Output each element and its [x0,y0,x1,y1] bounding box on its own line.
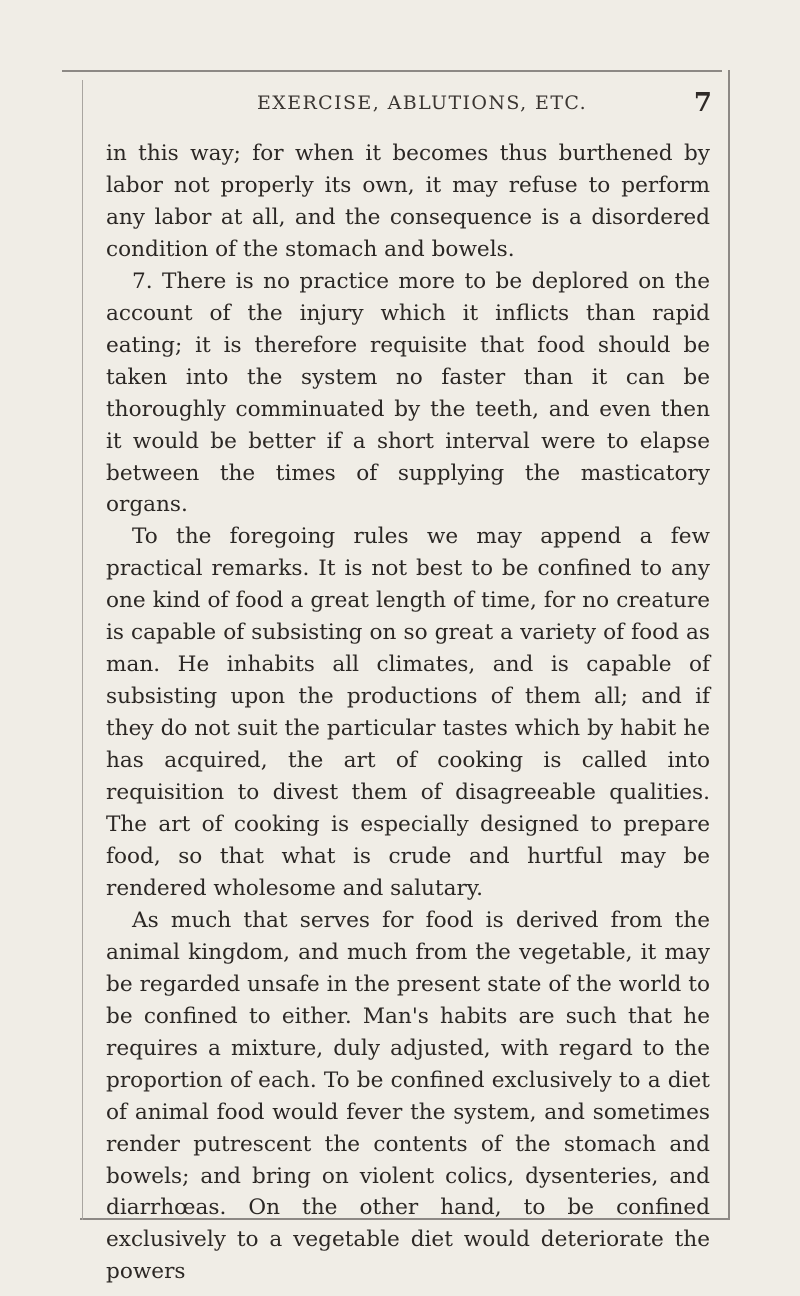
page-border-right [728,70,730,1220]
page-number: 7 [693,88,712,118]
paragraph: 7. There is no practice more to be deplored on the account of the injury which it inflicts than rapid eating; it is therefore requisite that food should be taken into the system no faster than it can be thoroughly comminuated by the teeth, and even then it would be better if a short interval were to elapse between the times of supplying the masticatory organs. [106,268,710,518]
page-border-left [82,80,83,1220]
paragraph: in this way; for when it becomes thus burthened by labor not properly its own, it may refuse to perform any labor at all, and the consequence is a disordered condition of the stomach and bowels. [106,141,710,262]
body-text [106,138,710,1288]
paragraph: As much that serves for food is derived from the animal kingdom, and much from the vegetable, it may be regarded unsafe in the present state of the world to be confined to either. Man's habits are such that he requires a mixture, duly adjusted, with regard to the proportion of each. To be confined exclusively to a diet of animal food would fever the system, and sometimes render putrescent the contents of the stomach and bowels; and bring on violent colics, dysenteries, and diarrhœas. On the other hand, to be confined exclusively to a vegetable diet would deteriorate the powers [106,907,710,1285]
running-head: EXERCISE, ABLUTIONS, ETC. [257,92,588,114]
page-border-top [62,70,722,72]
page-header [112,88,712,122]
paragraph: To the foregoing rules we may append a few practical remarks. It is not best to be confined to any one kind of food a great length of time, for no creature is capable of subsisting on so great a variety of food as man. He inhabits all climates, and is capable of subsisting upon the productions of them all; and if they do not suit the particular tastes which by habit he has acquired, the art of cooking is called into requisition to divest them of disagreeable qualities. The art of cooking is especially designed to prepare food, so that what is crude and hurtful may be rendered wholesome and salutary. [106,524,710,901]
